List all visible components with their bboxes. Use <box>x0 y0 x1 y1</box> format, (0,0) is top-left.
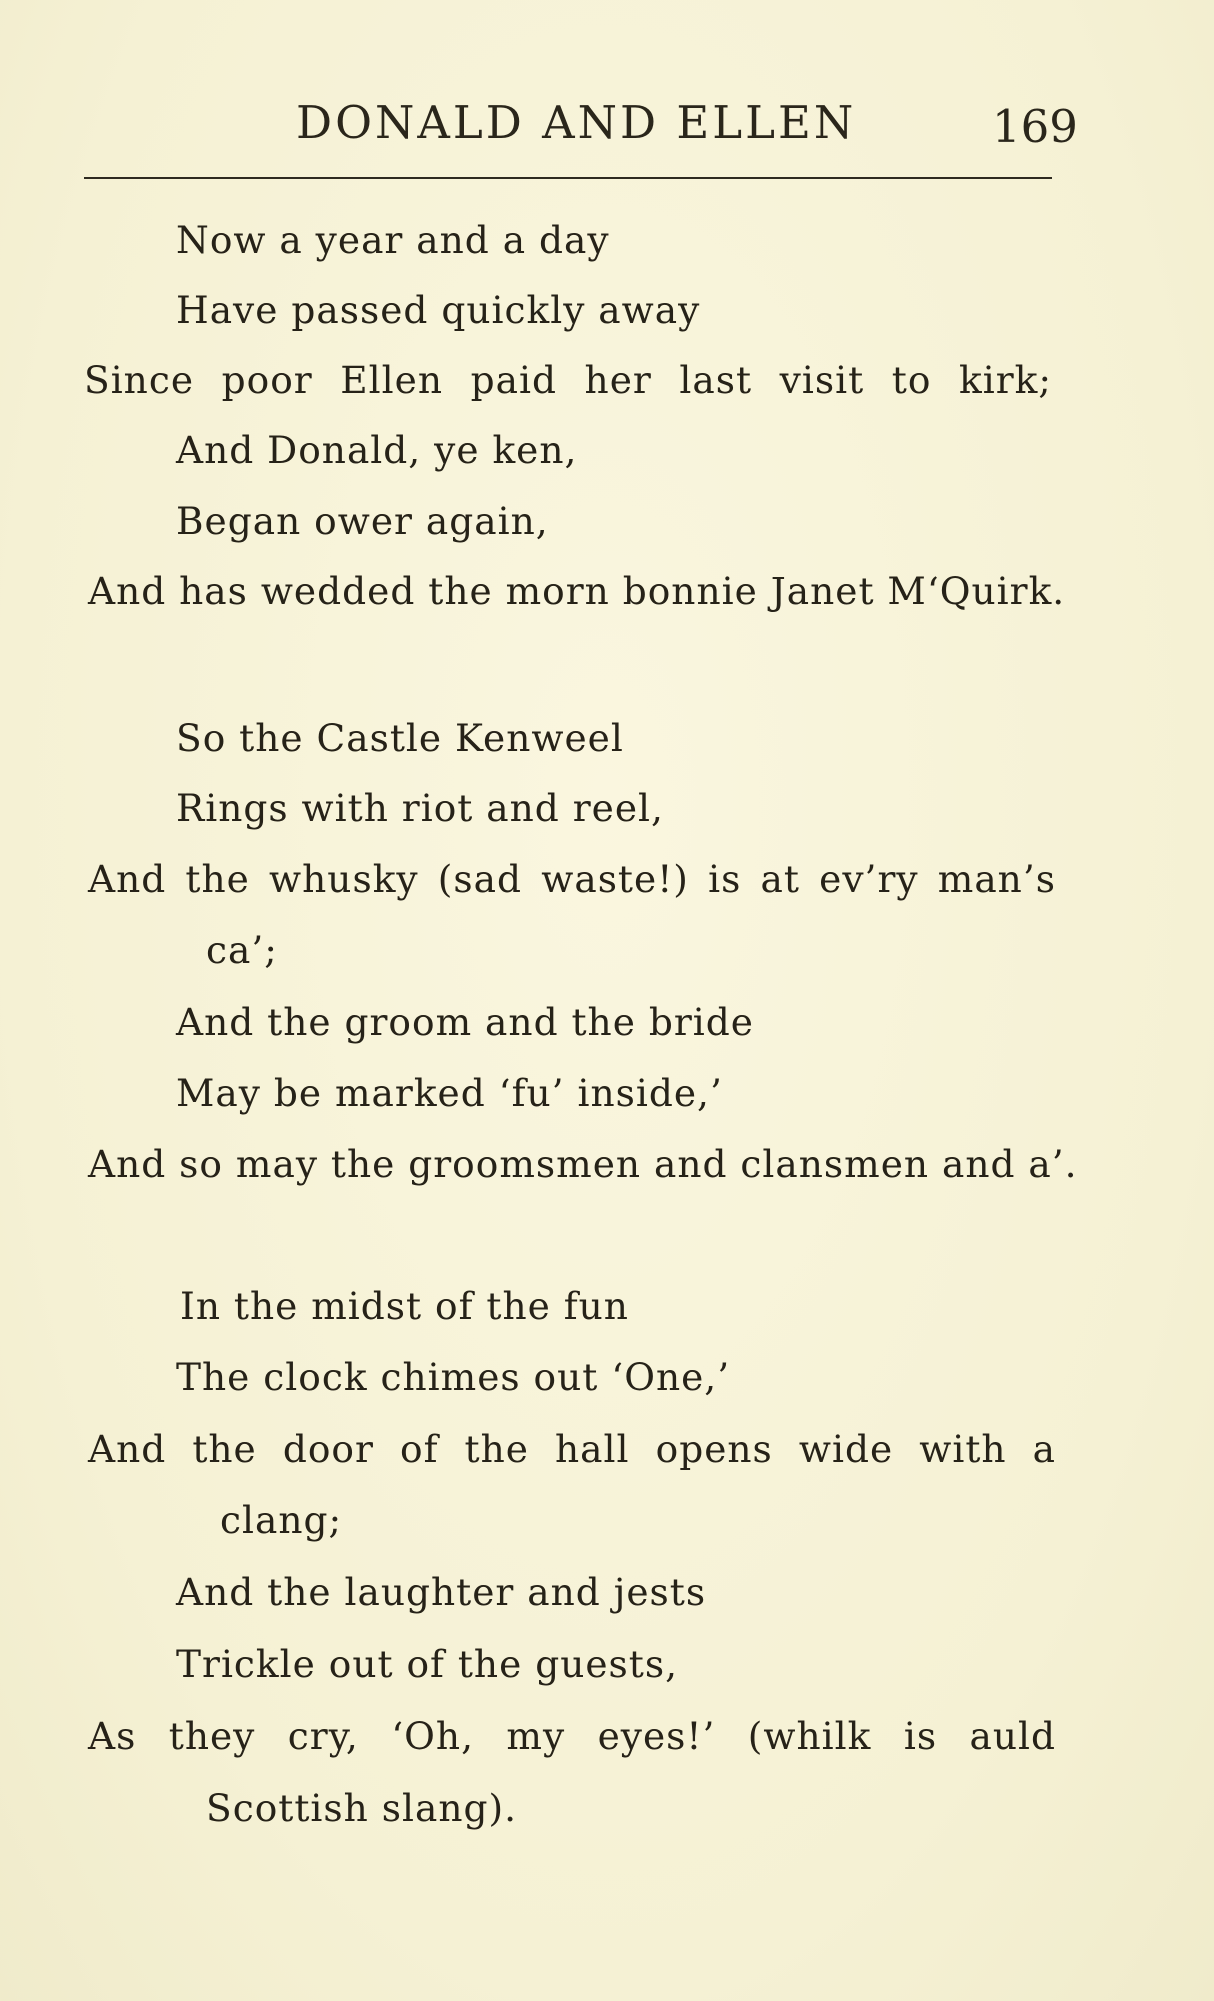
verse-line: Now a year and a day <box>176 218 610 262</box>
verse-line: The clock chimes out ‘One,’ <box>176 1355 731 1399</box>
verse-line: And the door of the hall opens wide with a <box>88 1427 1056 1471</box>
verse-line: Have passed quickly away <box>176 288 701 332</box>
verse-line: Rings with riot and reel, <box>176 786 664 830</box>
verse-line: ca’; <box>206 928 278 972</box>
verse-line: And so may the groomsmen and clansmen and a’. <box>88 1142 1078 1186</box>
running-title: DONALD AND ELLEN <box>296 96 857 149</box>
verse-line: In the midst of the fun <box>180 1284 629 1328</box>
verse-line: Scottish slang). <box>206 1786 518 1830</box>
verse-line: Began ower again, <box>176 499 549 543</box>
verse-line: clang; <box>220 1498 343 1542</box>
verse-line: So the Castle Kenweel <box>176 716 624 760</box>
verse-line: And the laughter and jests <box>176 1570 707 1614</box>
verse-line: And has wedded the morn bonnie Janet M‘Quirk. <box>88 569 1066 613</box>
verse-line: Trickle out of the guests, <box>176 1642 679 1686</box>
verse-line: May be marked ‘fu’ inside,’ <box>176 1071 723 1115</box>
verse-line: And Donald, ye ken, <box>176 428 578 472</box>
verse-line: Since poor Ellen paid her last visit to kirk; <box>84 358 1052 402</box>
verse-line: And the groom and the bride <box>176 1000 754 1044</box>
header-rule <box>84 177 1052 179</box>
verse-line: As they cry, ‘Oh, my eyes!’ (whilk is auld <box>88 1714 1056 1758</box>
page-number: 169 <box>992 100 1078 153</box>
verse-line: And the whusky (sad waste!) is at ev’ry man’s <box>88 857 1056 901</box>
